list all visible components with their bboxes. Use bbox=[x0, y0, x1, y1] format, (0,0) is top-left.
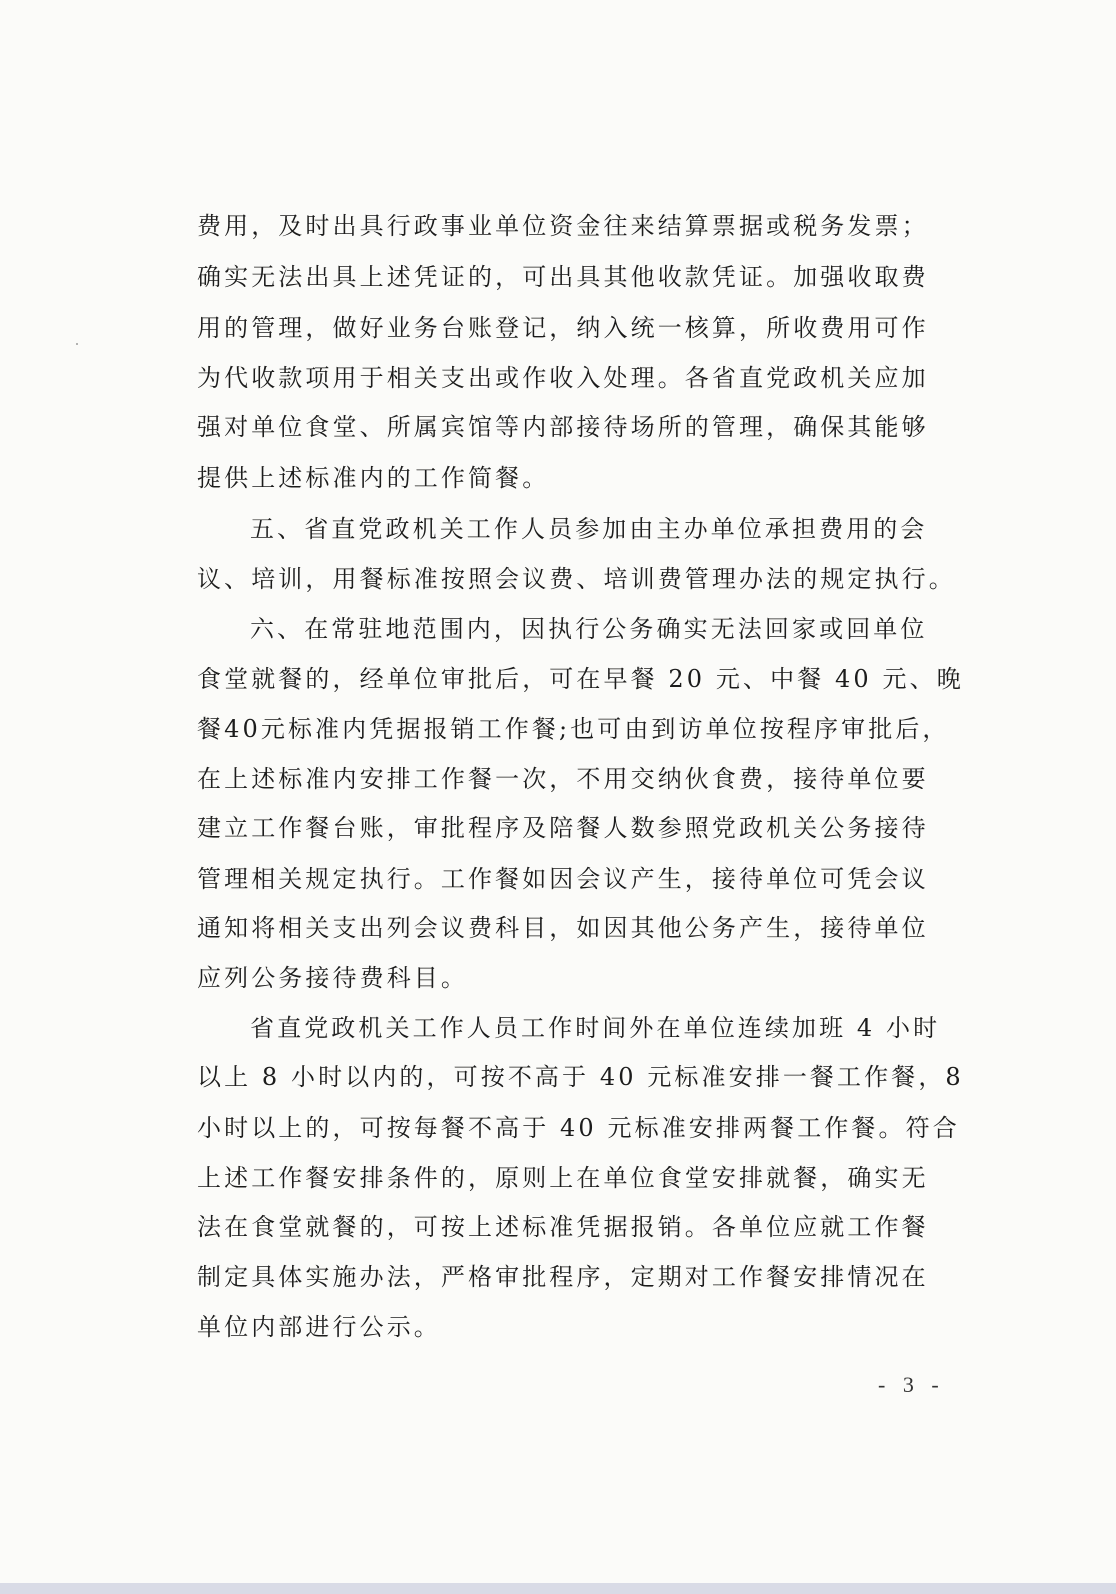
text-line: 单位内部进行公示。 bbox=[197, 1313, 441, 1341]
text-line: 确实无法出具上述凭证的，可出具其他收款凭证。加强收取费 bbox=[197, 263, 929, 291]
text-line: 上述工作餐安排条件的，原则上在单位食堂安排就餐，确实无 bbox=[197, 1164, 929, 1192]
text-line: 食堂就餐的，经单位审批后，可在早餐 20 元、中餐 40 元、晚 bbox=[197, 665, 964, 693]
text-line: 通知将相关支出列会议费科目，如因其他公务产生，接待单位 bbox=[197, 914, 929, 942]
text-line: 提供上述标准内的工作简餐。 bbox=[197, 464, 550, 492]
text-line: 建立工作餐台账，审批程序及陪餐人数参照党政机关公务接待 bbox=[197, 814, 929, 842]
text-line: 小时以上的，可按每餐不高于 40 元标准安排两餐工作餐。符合 bbox=[197, 1114, 960, 1142]
text-line: 餐40元标准内凭据报销工作餐;也可由到访单位按程序审批后， bbox=[197, 715, 950, 743]
text-line: 六、在常驻地范围内，因执行公务确实无法回家或回单位 bbox=[250, 615, 928, 643]
text-line: 议、培训，用餐标准按照会议费、培训费管理办法的规定执行。 bbox=[197, 565, 956, 593]
text-line: 制定具体实施办法，严格审批程序，定期对工作餐安排情况在 bbox=[197, 1263, 929, 1291]
text-line: 强对单位食堂、所属宾馆等内部接待场所的管理，确保其能够 bbox=[197, 413, 929, 441]
scan-bottom-edge bbox=[0, 1583, 1116, 1594]
text-line: 法在食堂就餐的，可按上述标准凭据报销。各单位应就工作餐 bbox=[197, 1213, 929, 1241]
text-line: 五、省直党政机关工作人员参加由主办单位承担费用的会 bbox=[250, 515, 928, 543]
text-line: 以上 8 小时以内的，可按不高于 40 元标准安排一餐工作餐，8 bbox=[197, 1063, 964, 1091]
page-number: - 3 - bbox=[878, 1372, 945, 1397]
scan-speck bbox=[76, 343, 78, 345]
text-line: 为代收款项用于相关支出或作收入处理。各省直党政机关应加 bbox=[197, 364, 929, 392]
text-line: 管理相关规定执行。工作餐如因会议产生，接待单位可凭会议 bbox=[197, 865, 929, 893]
text-line: 应列公务接待费科目。 bbox=[197, 964, 468, 992]
text-line: 省直党政机关工作人员工作时间外在单位连续加班 4 小时 bbox=[250, 1014, 941, 1042]
text-line: 用的管理，做好业务台账登记，纳入统一核算，所收费用可作 bbox=[197, 314, 929, 342]
text-line: 在上述标准内安排工作餐一次，不用交纳伙食费，接待单位要 bbox=[197, 765, 929, 793]
text-line: 费用，及时出具行政事业单位资金往来结算票据或税务发票； bbox=[197, 212, 929, 240]
